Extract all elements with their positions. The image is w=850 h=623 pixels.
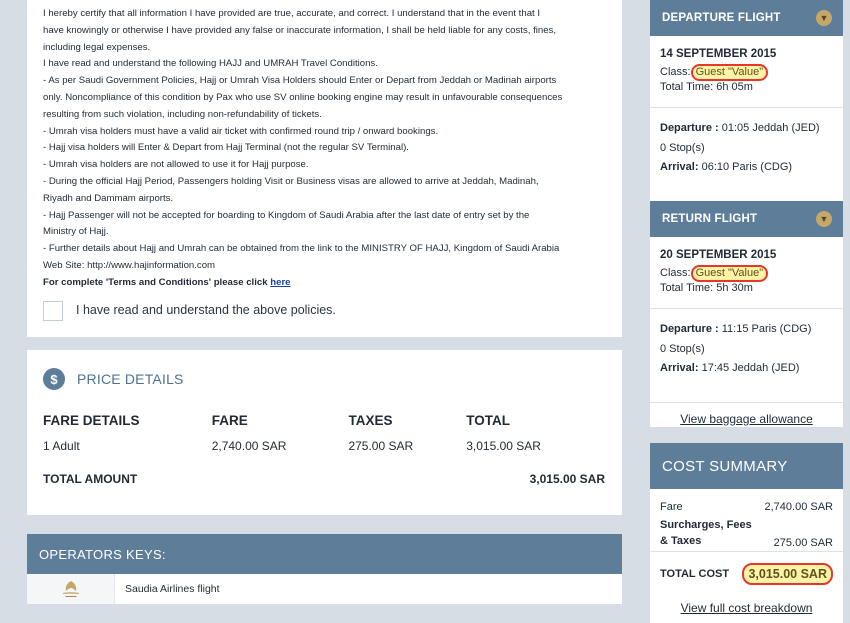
terms-line: I hereby certify that all information I have provided are true, accurate, and correct. I understand that in the event that I — [43, 8, 541, 19]
col-total: TOTAL — [466, 412, 510, 428]
return-flight-body — [650, 237, 843, 402]
return-flight-title: RETURN FLIGHT — [662, 213, 758, 225]
departure-value: 11:15 Paris (CDG) — [721, 323, 812, 335]
arrival-value: 17:45 Jeddah (JED) — [701, 362, 800, 374]
dollar-icon: $ — [43, 368, 65, 390]
cell-fare: 2,740.00 SAR — [211, 439, 287, 453]
terms-here-link[interactable]: here — [270, 276, 291, 288]
complete-terms-text: For complete 'Terms and Conditions' please click — [43, 276, 268, 288]
cell-total: 3,015.00 SAR — [466, 439, 541, 453]
table-row — [43, 438, 606, 454]
arrival-value: 06:10 Paris (CDG) — [701, 161, 793, 173]
departure-value: 01:05 Jeddah (JED) — [721, 122, 820, 134]
fare-table — [43, 410, 606, 454]
arrival-label: Arrival: — [660, 362, 699, 374]
terms-line: - During the official Hajj Period, Passengers holding Visit or Business visas are allowed to arrive at Jeddah, Madinah, — [43, 175, 539, 187]
agree-row — [43, 301, 606, 321]
saudia-logo-icon — [27, 574, 115, 604]
sidebar — [650, 0, 843, 623]
chevron-down-icon[interactable]: ▼ — [816, 211, 832, 227]
agree-checkbox[interactable] — [43, 301, 63, 321]
total-amount-row — [43, 472, 606, 486]
arrival-label: Arrival: — [660, 161, 699, 173]
class-badge: Guest "Value" — [691, 265, 769, 282]
class-prefix: Class: — [660, 267, 691, 279]
cost-fare-value: 2,740.00 SAR — [764, 501, 833, 513]
col-fare-details: FARE DETAILS — [43, 412, 140, 428]
terms-line: Web Site: http://www.hajinformation.com — [43, 259, 216, 271]
terms-line: including legal expenses. — [43, 41, 151, 53]
cost-fare-row — [660, 501, 833, 517]
operator-label: Saudia Airlines flight — [125, 583, 220, 595]
departure-class — [660, 64, 833, 81]
operators-header: OPERATORS KEYS: — [27, 534, 622, 574]
departure-flight-body — [650, 36, 843, 201]
terms-line: - Hajj visa holders will Enter & Depart from Hajj Terminal (not the regular SV Terminal). — [43, 142, 409, 154]
return-stops: 0 Stop(s) — [660, 342, 705, 355]
total-amount-value: 3,015.00 SAR — [529, 472, 605, 486]
return-details — [660, 309, 833, 379]
departure-total-time: Total Time: 6h 05m — [660, 81, 753, 93]
total-cost-value: 3,015.00 SAR — [742, 563, 833, 585]
cost-summary-header: COST SUMMARY — [650, 443, 843, 489]
class-badge: Guest "Value" — [691, 64, 769, 81]
col-taxes: TAXES — [348, 412, 393, 428]
view-full-cost-breakdown-link[interactable]: View full cost breakdown — [650, 595, 843, 623]
terms-line: - Hajj Passenger will not be accepted for boarding to Kingdom of Saudi Arabia after the last date of entry set by the — [43, 209, 530, 221]
departure-stops: 0 Stop(s) — [660, 141, 705, 154]
total-amount-label: TOTAL AMOUNT — [43, 472, 138, 486]
total-cost-row — [650, 551, 843, 595]
cost-surcharges-value: 275.00 SAR — [773, 537, 833, 549]
price-title: PRICE DETAILS — [77, 371, 184, 387]
fare-table-header — [43, 410, 606, 430]
departure-time-line — [660, 119, 833, 139]
view-baggage-link[interactable]: View baggage allowance — [650, 403, 843, 427]
arrival-time-line — [660, 158, 833, 178]
complete-terms-line — [43, 275, 606, 292]
col-fare: FARE — [211, 412, 248, 428]
return-flight-header[interactable] — [650, 201, 843, 237]
price-header — [43, 368, 606, 390]
list-item — [27, 574, 622, 604]
cost-summary-body — [650, 489, 843, 551]
arrival-time-line — [660, 359, 833, 379]
departure-details — [660, 108, 833, 178]
terms-line: resulting from such violation, including non-refundability of tickets. — [43, 108, 322, 120]
terms-card — [27, 0, 622, 337]
return-class — [660, 265, 833, 282]
surcharges-label-line2: & Taxes — [660, 535, 702, 547]
agree-label: I have read and understand the above policies. — [76, 303, 336, 318]
chevron-down-icon[interactable]: ▼ — [816, 10, 832, 26]
cost-surcharges-row — [660, 517, 833, 551]
terms-line: - Umrah visa holders must have a valid air ticket with confirmed round trip / onward bookings. — [43, 125, 439, 137]
surcharges-label-line1: Surcharges, Fees — [660, 519, 752, 531]
return-date: 20 SEPTEMBER 2015 — [660, 249, 777, 261]
cell-taxes: 275.00 SAR — [348, 439, 414, 453]
departure-time-line — [660, 320, 833, 340]
return-total-time: Total Time: 5h 30m — [660, 282, 753, 294]
terms-line: only. Noncompliance of this condition by Pax who use SV online booking engine may result in unfavourable consequences — [43, 91, 563, 103]
departure-flight-header[interactable] — [650, 0, 843, 36]
terms-line: have knowingly or otherwise I have provided any false or inaccurate information, I shall be held liable for any costs, fines, — [43, 24, 557, 36]
departure-label: Departure : — [660, 122, 719, 134]
terms-line: Riyadh and Dammam airports. — [43, 192, 174, 204]
cost-surcharges-label — [660, 517, 752, 551]
main-column — [27, 0, 622, 604]
class-prefix: Class: — [660, 66, 691, 78]
terms-line: - As per Saudi Government Policies, Hajj or Umrah Visa Holders should Enter or Depart from Jeddah or Madinah airports — [43, 75, 557, 87]
total-cost-label: TOTAL COST — [660, 567, 730, 580]
terms-line: Ministry of Hajj. — [43, 226, 109, 238]
price-details-card — [27, 350, 622, 515]
departure-date: 14 SEPTEMBER 2015 — [660, 48, 777, 60]
cell-pax: 1 Adult — [43, 439, 80, 453]
departure-label: Departure : — [660, 323, 719, 335]
terms-line: - Further details about Hajj and Umrah can be obtained from the link to the MINISTRY OF HAJJ, Kingdom of Saudi Arabia — [43, 243, 560, 255]
cost-fare-label: Fare — [660, 501, 683, 513]
terms-line: - Umrah visa holders are not allowed to use it for Hajj purpose. — [43, 159, 309, 171]
terms-line: I have read and understand the following HAJJ and UMRAH Travel Conditions. — [43, 58, 378, 70]
departure-flight-title: DEPARTURE FLIGHT — [662, 12, 781, 24]
